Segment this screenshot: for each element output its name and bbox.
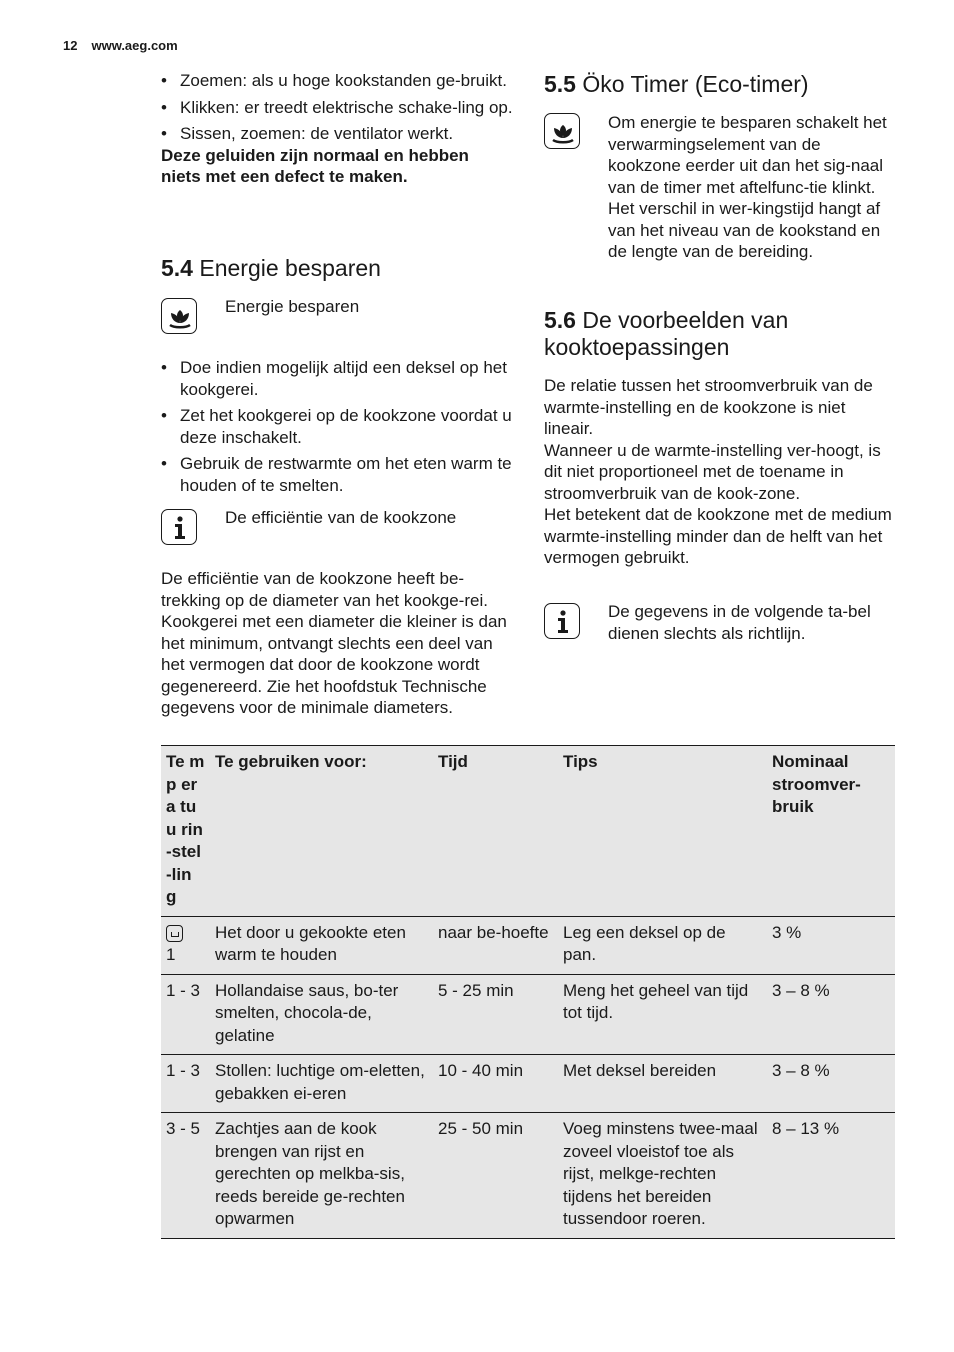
col-header-use: Te gebruiken voor: [215, 752, 367, 771]
eco-leaf-icon [544, 113, 580, 149]
cell-use: Stollen: luchtige om-eletten, gebakken ei-eren [215, 1061, 425, 1103]
cooking-table [161, 745, 895, 1239]
efficiency-paragraph: De efficiëntie van de kookzone heeft be-trekking op de diameter van het kookge-rei. Kookgerei met een diameter die kleiner is dan het minimum, ontvangt slechts een deel van het vermogen dat door de kookzone wordt gegenereerd. Zie het hoofdstuk Technische gegevens voor de minimale diameters. [161, 569, 507, 717]
col-header-power: Nominaal stroomver-bruik [772, 752, 861, 816]
cell-tips: Voeg minstens twee-maal zoveel vloeistof toe als rijst, melkge-rechten tijdens het bereiden tussendoor roeren. [563, 1119, 758, 1228]
noise-list [161, 70, 513, 188]
cell-power: 3 – 8 % [772, 1061, 830, 1080]
eco-timer-text: Om energie te besparen schakelt het verwarmingselement van de kookzone eerder uit dan het sig-naal van de timer met aftelfunc-tie klinkt. Het verschil in wer-kingstijd hangt af van het niveau van de kookstand en de lengte van de bereiding. [608, 113, 887, 261]
page-number: 12 [63, 38, 78, 53]
cell-setting: 3 - 5 [166, 1119, 201, 1138]
cell-time: 25 - 50 min [438, 1119, 524, 1138]
cell-setting: 1 [161, 916, 210, 974]
page-header [63, 38, 178, 53]
cell-time: 5 - 25 min [438, 980, 514, 1000]
noise-note: Deze geluiden zijn normaal en hebben niets met een defect te maken. [161, 145, 469, 186]
cell-tips: Meng het geheel van tijd tot tijd. [563, 980, 749, 1022]
cell-time: naar be-hoefte [438, 922, 549, 942]
list-item: • Sissen, zoemen: de ventilator werkt. [161, 124, 454, 143]
list-item: • Zoemen: als u hoge kookstanden ge-bruikt. [161, 71, 507, 90]
cell-tips: Met deksel bereiden [563, 1061, 717, 1080]
paragraph: Wanneer u de warmte-instelling ver-hoogt, is dit niet proportioneel met de toename in stroomverbruik van de kook-zone. [544, 440, 881, 503]
table-note: De gegevens in de volgende ta-bel dienen slechts als richtlijn. [608, 602, 871, 643]
cell-power: 3 % [772, 922, 802, 942]
cell-use: Het door u gekookte eten warm te houden [215, 922, 406, 964]
cooking-examples-text [544, 375, 896, 569]
section-heading-5-6: 5.6 De voorbeelden van kooktoepassingen [544, 307, 789, 360]
section-heading-5-5: 5.5 Öko Timer (Eco-timer) [544, 71, 809, 97]
table-row [161, 974, 895, 1055]
cell-use: Hollandaise saus, bo-ter smelten, chocola-de, gelatine [215, 980, 399, 1045]
keep-warm-icon [166, 925, 183, 942]
table-row [161, 1055, 895, 1113]
table-row [161, 1113, 895, 1239]
list-item: • Klikken: er treedt elektrische schake-ling op. [161, 97, 513, 117]
col-header-setting: Te mp era tuu rin-stel-lin g [166, 752, 205, 906]
section-heading-5-4: 5.4 Energie besparen [161, 255, 381, 281]
table-header-row [161, 746, 895, 917]
paragraph: Het betekent dat de kookzone met de medium warmte-instelling minder dan de helft van het vermogen gebruikt. [544, 505, 892, 567]
table-row [161, 916, 895, 974]
info-icon [544, 603, 580, 639]
eco-caption: Energie besparen [225, 297, 360, 316]
list-item: • Gebruik de restwarmte om het eten warm te houden of te smelten. [161, 454, 512, 495]
list-item: • Zet het kookgerei op de kookzone voordat u deze inschakelt. [161, 406, 512, 447]
cell-power: 8 – 13 % [772, 1119, 840, 1138]
cell-time: 10 - 40 min [438, 1061, 524, 1080]
col-header-time: Tijd [438, 752, 468, 771]
list-item: • Doe indien mogelijk altijd een deksel op het kookgerei. [161, 358, 507, 399]
eco-leaf-icon [161, 298, 197, 334]
cell-power: 3 – 8 % [772, 980, 830, 1000]
info-icon [161, 509, 197, 545]
energy-tips-list [161, 357, 513, 501]
cell-setting: 1 - 3 [166, 1061, 201, 1080]
info-caption: De efficiëntie van de kookzone [225, 508, 457, 527]
site-url[interactable]: www.aeg.com [91, 38, 178, 53]
paragraph: De relatie tussen het stroomverbruik van de warmte-instelling en de kookzone is niet lineair. [544, 376, 873, 438]
cell-setting: 1 - 3 [166, 980, 201, 1000]
cell-tips: Leg een deksel op de pan. [563, 922, 726, 964]
cell-use: Zachtjes aan de kook brengen van rijst en gerechten op melkba-sis, reeds bereide ge-rechten opwarmen [215, 1119, 405, 1228]
col-header-tips: Tips [563, 752, 598, 771]
